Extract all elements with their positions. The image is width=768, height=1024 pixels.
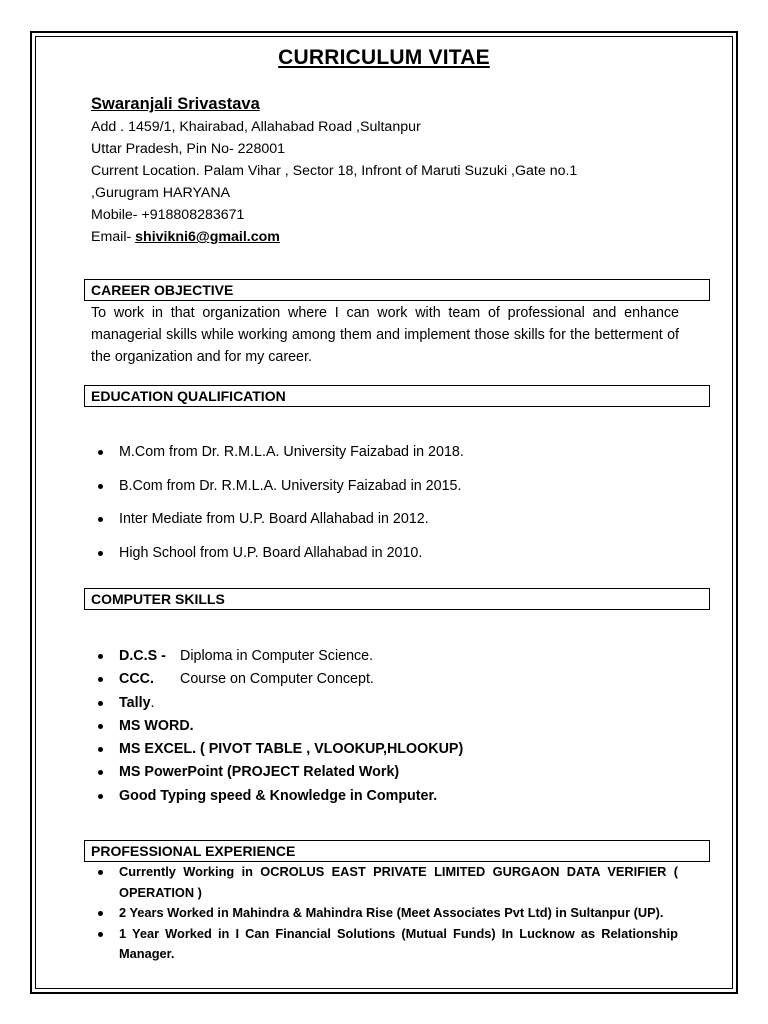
skill-item: MS PowerPoint (PROJECT Related Work) [90,762,690,785]
experience-item: Currently Working in OCROLUS EAST PRIVATE LIMITED GURGAON DATA VERIFIER ( OPERATION ) [90,862,678,903]
skill-item [90,646,690,669]
skill-abbr: CCC. [119,671,154,688]
mobile-number: Mobile- +918808283671 [91,207,245,223]
education-item: M.Com from Dr. R.M.L.A. University Faizabad in 2018. [90,442,690,476]
current-location-line-2: ,Gurugram HARYANA [91,185,231,201]
experience-item: 1 Year Worked in I Can Financial Solutions (Mutual Funds) In Lucknow as Relationship Manager. [90,924,678,965]
education-item: Inter Mediate from U.P. Board Allahabad in 2012. [90,509,690,543]
experience-item: 2 Years Worked in Mahindra & Mahindra Rise (Meet Associates Pvt Ltd) in Sultanpur (UP). [90,903,678,924]
experience-list [90,862,678,965]
professional-experience-heading: PROFESSIONAL EXPERIENCE [84,840,710,862]
education-heading: EDUCATION QUALIFICATION [84,385,710,407]
computer-skills-list [90,646,690,809]
career-objective-heading: CAREER OBJECTIVE [84,279,710,301]
education-item: High School from U.P. Board Allahabad in 2010. [90,543,690,577]
skill-desc: . [150,694,155,711]
skill-item [90,693,690,716]
email-link[interactable]: shivikni6@gmail.com [135,229,280,245]
skill-item: Good Typing speed & Knowledge in Computer. [90,786,690,809]
skill-abbr: D.C.S - [119,648,166,664]
career-objective-text: To work in that organization where I can work with team of professional and enhance managerial skills while working among them and implement those skills for the betterment of the organization and for my career. [91,305,679,365]
skill-item [90,669,690,692]
current-location-line-1: Current Location. Palam Vihar , Sector 18, Infront of Maruti Suzuki ,Gate no.1 [91,163,578,179]
address-line-2: Uttar Pradesh, Pin No- 228001 [91,141,286,157]
education-list [90,442,690,577]
candidate-name: Swaranjali Srivastava [91,95,260,113]
skill-desc: Course on Computer Concept. [180,671,374,688]
address-line-1: Add . 1459/1, Khairabad, Allahabad Road ,Sultanpur [91,119,421,135]
skill-abbr: Tally [119,694,151,711]
email-row [91,226,701,248]
education-item: B.Com from Dr. R.M.L.A. University Faizabad in 2015. [90,476,690,510]
skill-item: MS EXCEL. ( PIVOT TABLE , VLOOKUP,HLOOKUP) [90,739,690,762]
skill-item: MS WORD. [90,716,690,739]
email-label: Email- [91,229,136,245]
contact-block [91,93,701,248]
computer-skills-heading: COMPUTER SKILLS [84,588,710,610]
document-title: CURRICULUM VITAE [278,46,490,69]
skill-desc: Diploma in Computer Science. [180,648,374,664]
